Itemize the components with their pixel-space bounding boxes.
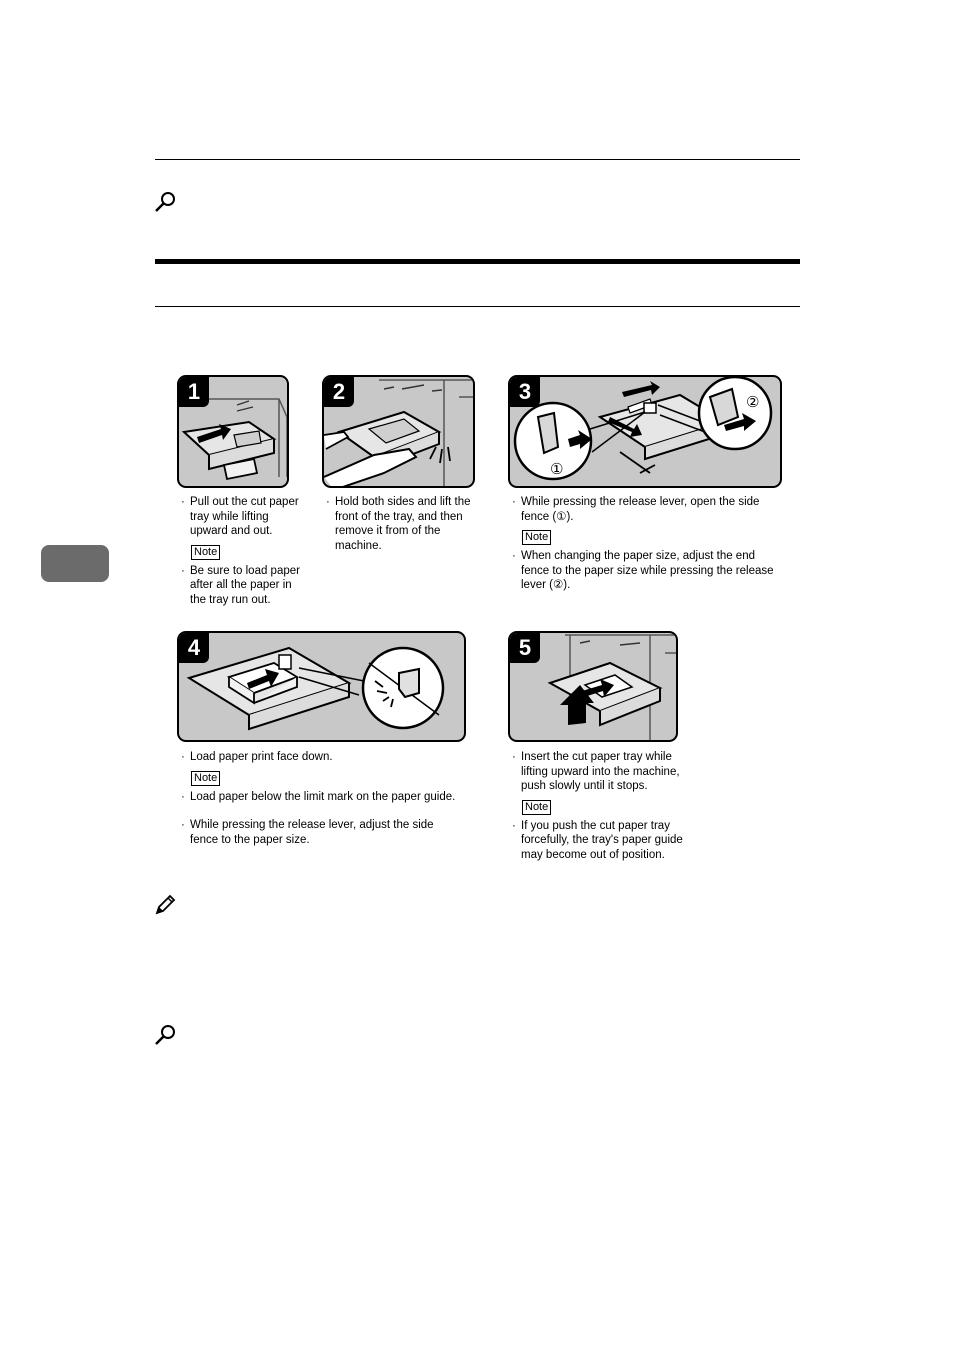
header-rule: [155, 159, 800, 160]
step-1-note-text: · Be sure to load paper after all the paper in the tray run out.: [181, 564, 309, 608]
step-2-illustration: [322, 375, 475, 488]
step-5-note-label: Note: [522, 800, 551, 815]
circled-2-marker: ②: [746, 393, 760, 411]
step-4-caption-block: [181, 750, 481, 847]
step-3-caption: · While pressing the release lever, open the side fence (①).: [512, 495, 777, 524]
magnifier-icon: [153, 190, 179, 216]
step-2-caption-block: [326, 495, 481, 553]
section-rule-thin: [155, 306, 800, 307]
step-3-illustration: [508, 375, 782, 488]
step-1-caption: · Pull out the cut paper tray while lifting upward and out.: [181, 495, 309, 539]
step-3-note-label: Note: [522, 530, 551, 545]
magnifier-icon-bottom: [153, 1023, 179, 1049]
step-1-caption-block: [181, 495, 309, 607]
step-3-note-text: · When changing the paper size, adjust the end fence to the paper size while pressing the release lever (②).: [512, 549, 777, 593]
step-1-note-label: Note: [191, 545, 220, 560]
section-rule-thick: [155, 259, 800, 264]
step-5-illustration: [508, 631, 678, 742]
step-5-caption: · Insert the cut paper tray while lifting upward into the machine, push slowly until it stops.: [512, 750, 697, 794]
step-5-number: 5: [510, 633, 540, 663]
step-2-number: 2: [324, 377, 354, 407]
step-1-illustration: [177, 375, 289, 488]
step-4-note-text: · Load paper below the limit mark on the paper guide.: [181, 790, 481, 805]
pencil-icon: [153, 893, 179, 919]
circled-1-marker: ①: [550, 460, 564, 478]
step-2-caption: · Hold both sides and lift the front of the tray, and then remove it from of the machine.: [326, 495, 481, 553]
step-3-number: 3: [510, 377, 540, 407]
chapter-side-tab: [41, 545, 109, 582]
step-1-number: 1: [179, 377, 209, 407]
step-5-caption-block: [512, 750, 697, 862]
step-4-note-label: Note: [191, 771, 220, 786]
step-5-note-text: · If you push the cut paper tray forcefully, the tray's paper guide may become out of position.: [512, 819, 697, 863]
step-4-caption-2: · While pressing the release lever, adjust the side fence to the paper size.: [181, 818, 460, 847]
step-4-illustration: [177, 631, 466, 742]
step-4-caption: · Load paper print face down.: [181, 750, 481, 765]
step-4-number: 4: [179, 633, 209, 663]
step-3-caption-block: [512, 495, 777, 593]
